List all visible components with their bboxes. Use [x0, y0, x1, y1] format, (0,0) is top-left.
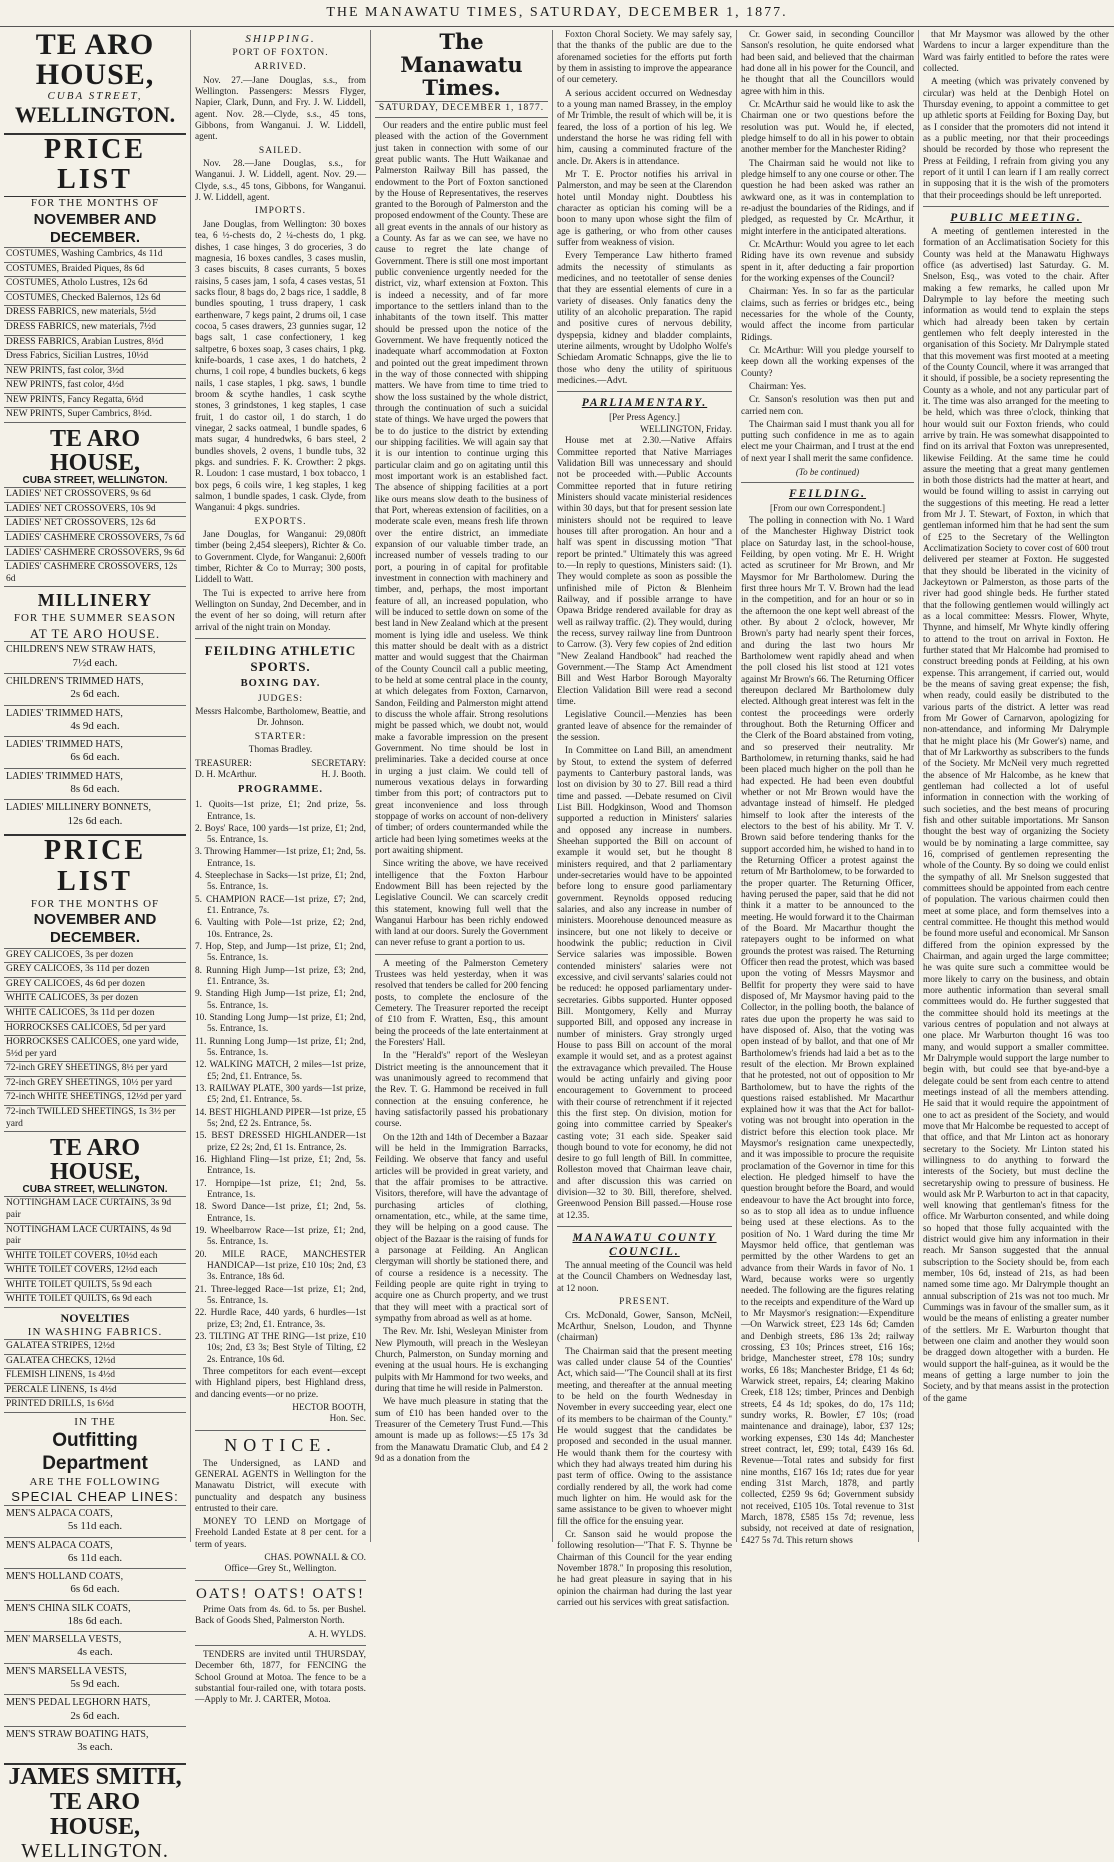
list-item: WHITE CALICOES, 3s per dozen: [4, 991, 186, 1006]
list-item: WHITE TOILET COVERS, 10½d each: [4, 1249, 186, 1264]
list-item: 1. Quoits—1st prize, £1; 2nd prize, 5s. Entrance, 1s.: [195, 800, 366, 822]
column-rule: [190, 30, 191, 1542]
news-paragraph: Foxton Choral Society. We may safely say, that the thanks of the public are due to the aforenamed societies for the efforts put forth by them in assisting to improve the appearance of our cemetery.: [557, 30, 732, 86]
feilding-column: [741, 30, 914, 1546]
parliamentary-dateline: WELLINGTON, Friday.: [640, 425, 732, 436]
millinery-heading: MILLINERY: [37, 590, 153, 611]
fabrics-list: [4, 1339, 186, 1413]
item-price: 3s each.: [77, 1741, 113, 1754]
item-price: 6s 6d each.: [70, 751, 120, 764]
column-rule: [370, 30, 371, 1542]
continued-note: (To be continued): [795, 467, 860, 478]
list-item: 72-inch WHITE SHEETINGS, 12½d per yard: [4, 1090, 186, 1105]
item-name: MEN'S HOLLAND COATS,: [6, 1571, 124, 1583]
parliamentary-text: House met at 2.30.—Native Affairs Committee reported that Native Marriages Validation Bill was unnecessary and should not be proceeded with.—Public Accounts Committee reported that in future retiring Ministers should vacate ministerial residences within 30 days, but that for present session late ministers should not be required to leave houses till after prorogation. An hour and a half was spent in discussing motion "That report be printed." Ultimately this was agreed to.—In reply to questions, Ministers said: (1). They would complete as soon as possible the unfinished mile of Picton & Blenheim Railway, and if possible arrange to have Opawa Bridge rendered available for dray as well as railway traffic. (2). They would, during the recess, survey railway line from Duntroon to Carrow. (3). Very few copies of 2nd edition "New Zealand Handbook" had reached the Government.—The Stamp Act Amendment Bill and West Harbor Borough Mayoralty Election Validation Bill were read a second time.: [557, 436, 732, 708]
judges-names: Messrs Halcombe, Bartholomew, Beattie, and Dr. Johnson.: [195, 707, 366, 729]
list-item: [4, 799, 186, 831]
feilding-sports-heading: FEILDING ATHLETIC SPORTS.: [204, 643, 357, 674]
list-item: WHITE TOILET QUILTS, 5s 9d each: [4, 1278, 186, 1293]
dateline: SATURDAY, DECEMBER 1, 1877.: [375, 102, 548, 118]
oats-text: Prime Oats from 4s. 6d. to 5s. per Bushel. Back of Goods Shed, Palmerston North.: [195, 1605, 366, 1627]
list-item: 72-inch GREY SHEETINGS, 8½ per yard: [4, 1061, 186, 1076]
list-item: WHITE CALICOES, 3s 11d per dozen: [4, 1006, 186, 1021]
for-months-text: FOR THE MONTHS OF: [30, 897, 160, 910]
list-item: 8. Running High Jump—1st prize, £3; 2nd, £1. Entrance, 3s.: [195, 965, 366, 988]
list-item: LADIES' NET CROSSOVERS, 10s 9d: [4, 502, 186, 517]
treasurer-name: D. H. McArthur.: [195, 770, 257, 781]
for-months-text: FOR THE MONTHS OF: [30, 197, 160, 210]
item-price: 5s 9d each.: [70, 1678, 120, 1691]
list-item: [4, 1600, 186, 1632]
county-text: Cr. Sanson said he would propose the following resolution—"That F. S. Thynne be Chairman of this Council for the year ending November 1878." In proposing this resolution, he had great pleasure in saying that in his opinion the chairman had during the last year carried out his services with great satisfaction.: [557, 1529, 732, 1608]
merchant-city: WELLINGTON.: [21, 1840, 169, 1862]
item-name: MEN'S ALPACA COATS,: [6, 1539, 113, 1551]
item-name: MEN'S ALPACA COATS,: [6, 1507, 113, 1519]
sailed-heading: SAILED.: [258, 145, 303, 156]
parliamentary-column: [557, 30, 732, 1608]
list-item: LADIES' CASHMERE CROSSOVERS, 9s 6d: [4, 546, 186, 561]
advert-title: TE ARO HOUSE,: [49, 426, 141, 477]
list-item: LADIES' NET CROSSOVERS, 9s 6d: [4, 487, 186, 502]
list-item: COSTUMES, Washing Cambrics, 4s 11d: [4, 247, 186, 262]
present-label: PRESENT.: [619, 1297, 670, 1308]
curtains-list: [4, 1196, 186, 1308]
hon-sec-name: HECTOR BOOTH,: [292, 1402, 366, 1413]
news-paragraph: Cr. McArthur: Would you agree to let each Riding have its own revenue and subsidy spent in it, after deducting a fair proportion for the working expenses of the Council?: [741, 239, 914, 284]
list-item: 16. Highland Fling—1st prize, £1; 2nd, 5s. Entrance, 1s.: [195, 1155, 366, 1177]
list-item: 22. Hurdle Race, 440 yards, 6 hurdles—1st prize, £3; 2nd, £1. Entrance, 3s.: [195, 1308, 366, 1330]
item-price: 2s 6d each.: [70, 1709, 120, 1722]
item-price: 5s 11d each.: [67, 1520, 123, 1533]
list-item: 20. MILE RACE, MANCHESTER HANDICAP—1st prize, £10 10s; 2nd, £3 3s. Entrance, 18s 6d.: [195, 1249, 366, 1283]
secretary-name: H. J. Booth.: [321, 770, 366, 781]
newspaper-masthead: THE MANAWATU TIMES, SATURDAY, DECEMBER 1, 1877.: [0, 0, 1114, 27]
list-item: 4. Steeplechase in Sacks—1st prize, £1; 2nd, 5s. Entrance, 1s.: [195, 871, 366, 893]
leader-postscript: Since writing the above, we have received intelligence that the Foxton Harbour Endowment Bill has been rejected by the Legislative Council. We can scarcely credit this statement, knowing full well that the Wanganui Harbour has been richly endowed with land at our doors. Surely the Government can never refuse to grant a portion to us.: [375, 859, 548, 949]
at-te-aro-text: AT TE ARO HOUSE.: [29, 625, 161, 641]
item-price: 4s 9d each.: [70, 719, 120, 732]
in-the-text: IN THE: [74, 1415, 116, 1428]
events-list: [195, 800, 366, 1366]
feilding-heading: FEILDING.: [788, 488, 867, 501]
list-item: GREY CALICOES, 3s per dozen: [4, 948, 186, 963]
list-item: GREY CALICOES, 4s 6d per dozen: [4, 977, 186, 992]
item-name: MEN' MARSELLA VESTS,: [6, 1634, 122, 1646]
list-item: DRESS FABRICS, new materials, 7½d: [4, 320, 186, 335]
crossovers-list: [4, 487, 186, 587]
port-heading: PORT OF FOXTON.: [232, 48, 329, 59]
list-item: [4, 1537, 186, 1569]
item-name: CHILDREN'S TRIMMED HATS,: [6, 676, 144, 688]
item-name: LADIES' TRIMMED HATS,: [6, 739, 123, 751]
item-price: 4s each.: [77, 1646, 113, 1659]
list-item: NEW PRINTS, Fancy Regatta, 6½d: [4, 393, 186, 408]
present-members: Crs. McDonald, Gower, Sanson, McNeil, McArthur, Snelson, Loudon, and Thynne (chairman): [557, 1310, 732, 1344]
exports-text: Jane Douglas, for Wanganui: 29,080ft timber (being 2,454 sleepers), Richter & Co. to Government. Clyde, for Wanganui: 2,600ft timber, Richter & Co to Murray; 300 posts, Liddell to Watt.: [195, 530, 366, 586]
list-item: [4, 768, 186, 800]
divider: [557, 1226, 732, 1227]
list-item: 72-inch GREY SHEETINGS, 10½ per yard: [4, 1076, 186, 1091]
news-paragraph: The Chairman said I must thank you all for putting such confidence in me as to again elect me your Chairman, and I trust at the end of next year I shall merit the same confidence.: [741, 419, 914, 464]
divider: [923, 206, 1109, 207]
officers-labels: [195, 759, 366, 770]
advert-street: CUBA STREET,: [47, 90, 143, 102]
shipping-heading: SHIPPING.: [245, 33, 316, 45]
list-item: 23. TILTING AT THE RING—1st prize, £10 10s; 2nd, £3 3s; Best Style of Tilting, £2 2s. Entrance, 10s 6d.: [195, 1331, 366, 1365]
divider: [195, 1645, 366, 1646]
list-item: NOTTINGHAM LACE CURTAINS, 4s 9d pair: [4, 1223, 186, 1249]
list-item: 2. Boys' Race, 100 yards—1st prize, £1; 2nd, 5s. Entrance, 1s.: [195, 823, 366, 846]
item-price: 2s 6d each.: [70, 688, 120, 701]
news-paragraph: A meeting (which was privately convened by circular) was held at the Denbigh Hotel on Thursday evening, to appoint a committee to get up athletic sports at Feilding for Boxing Day, but as I consider that the promoters did not intend it as a public meeting, nor that their proceedings should be recorded by those who represent the Press at Feilding, I refrain from giving you any report of it until I can learn if I am really correct in supposing that it is the wish of the promoters that their proceedings should be left unreported.: [923, 77, 1109, 201]
news-paragraph: Cr. McArthur: Will you pledge yourself to keep down all the working expenses of the County?: [741, 345, 914, 379]
news-paragraph: The Chairman said he would not like to pledge himself to any one course or other. The question he had been asked was rather an awkward one, as it was in contemplation to re-adjust the boundaries of the Ridings, and if pledged, as requested by Cr. McArthur, it might interfere in the anticipated alterations.: [741, 158, 914, 237]
item-name: MEN'S PEDAL LEGHORN HATS,: [6, 1697, 151, 1709]
divider: [741, 482, 914, 483]
news-paragraph: In the "Herald's" report of the Wesleyan District meeting is the announcement that it was unanimously agreed to recommend that the Rev. T. G. Hammond be received in full connection at the ensuing conference, he having satisfactorily passed his probationary course.: [375, 1051, 548, 1130]
list-item: [4, 1505, 186, 1537]
list-item: [4, 705, 186, 737]
column-rule: [918, 30, 919, 1542]
item-price: 7½d each.: [72, 656, 118, 669]
list-item: LADIES' CASHMERE CROSSOVERS, 7s 6d: [4, 531, 186, 546]
news-paragraph: Chairman: Yes. In so far as the particular claims, such as ferries or bridges etc., being necessaries for the whole of the County, would affect the income from particular Ridings.: [741, 287, 914, 343]
agent-name: CHAS. POWNALL & CO.: [264, 1553, 366, 1564]
item-name: CHILDREN'S NEW STRAW HATS,: [6, 644, 156, 656]
list-item: WHITE TOILET COVERS, 12½d each: [4, 1263, 186, 1278]
public-meeting-text: A meeting of gentlemen interested in the formation of an Acclimatisation Society for this County was held at the Manawatu Highways office (as advertised) last Saturday. G. M. Snelson, Esq., was voted to the chair. After making a few remarks, he called upon Mr Dalrymple to lay before the meeting such information as would tend to explain the steps which had already been taken by certain gentlemen who felt deeply interested in the organisation of this Society. Mr Dalrymple stated that this movement was first mooted at a meeting of the County Council, where it was arranged that it should, if possible, be a society representing the County as a whole, and not any particular part of it. The time was also arranged for the meeting to be held, which was three o'clock, thinking that hour would suit our Foxton friends, who could arrive by train. He was somewhat disappointed to find on its arrival that Foxton was unrepresented, likewise Feilding. At the same time he could assure the meeting that a great many gentlemen in both those districts had the matter at heart, and would be found willing to assist in carrying out the suggestions of this meeting. He read a letter from Mr J. T. Stewart, of Foxton, in which that gentleman informed him that he had sent the sum of £25 to the Secretary of the Wellington Acclimatization Society to cover cost of 600 trout delivered per steamer at Foxton. He suggested that they should be liberated in the vicinity of Jackeytown or Palmerston, as those parts of the river had good shingle beds. He further stated that the following gentlemen would willingly act as a local committee: Messrs. Flower, Whyte, Thynne, and himself, Mr Whyte kindly offering to attend to the trout on arrival in Foxton. He further stated that Mr Halcombe had promised to construct breeding ponds at Feilding, at his own expense. This arrangement, if carried out, would be the means of saving great expense; the fish, when ready, could easily be distributed to the various parts of the district. A letter was read from Mr Gower of Carnarvon, apologizing for non-attendance, and informing Mr Dalrymple that he might place his (Mr Gower's) name, and that of Mr Larkworthy as subscribers to the funds of the Society. Mr McNeil very much regretted the absence of Mr Halcombe, as he knew that gentleman had collected a lot of useful information in connection with the working of such societies, and the best means of procuring fish and other suitable importations. Mr Sanson thought the best way of organizing the Society would be by nominating a large committee, say 16, comprised of gentlemen representing the whole of the County. By so doing we could enlist the sympathy of all. Mr Snelson suggested that committees should be appointed from each centre of population. The various chairmen could then meet at some place, and form themselves into a central committee. He thought this method would be found more useful and economical. Mr Sanson differed from the opinion expressed by the Chairman, and again urged the large committee; he was quite sure such a committee would be more likely to carry on the business, and obtain more authentic information than several small committees would do. He further suggested that the committee should hold its meetings at the various centres of population and not always at one place. Mr Warburton thought 16 was too many, and would support a smaller committee. Mr Dalrymple would support the large number to begin with, but could see that bye-and-bye a delegate could be sent from each centre to attend meetings instead of all the members attending. He said that it would require the appointment of one to act as president of the Society, and would move that Mr Halcombe be requested to accept of that office, and that Mr Linton act as honorary secretary to the Society. Mr Linton stated his willingness to do anything to forward the interests of the Society, but must decline the secretaryship owing to pressure of business. He would ask Mr P. Warburton to act in that capacity, well knowing that gentleman's fitness for the office. Mr Warburton consented, and while doing so hoped that those fully acquainted with the district would give him any information in their reach. Mr Sanson suggested that the annual subscription to the Society should be, from each member, 10s 6d, instead of 21s, as had been named some time ago. Mr Dalrymple thought an annual subscription of 21s was not too much. Mr Cummings was in favour of the smaller sum, as it would be the means of enlisting a greater number of the settlers. Mr E. Warburton thought that between one claim and another they would soon be dragged down altogether with a burden. He would support the half-guinea, as it would be the means of getting a large number to join the Society, and by that means assist in the protection of the game: [923, 226, 1109, 1404]
list-item: HORROCKSES CALICOES, 5d per yard: [4, 1021, 186, 1036]
imports-text: Jane Douglas, from Wellington: 30 boxes tea, 6 ½-chests do, 2 ¼-chests do, 1 pkg. dishes, 1 case hinges, 3 do groceries, 3 do magnesia, 16 boxes candles, 3 cases muslin, 3 cases biscuits, 8 cases currants, 5 boxes raisins, 5 cases jam, 1 sofa, 4 cases vestas, 51 sacks flour, 8 bags do, 2 bags rice, 1 saddle, 8 bundles spouting, 1 truss drapery, 1 cask earthenware, 7 kegs paint, 2 drums oil, 1 case cocoa, 5 cases drawers, 23 gunnies sugar, 12 bags salt, 1 case confectionery, 1 keg saltpetre, 6 boxes soap, 3 cases chairs, 1 pkg. knife-boards, 1 case axes, 1 do hatchets, 2 churns, 1 coil rope, 4 bundles buckets, 6 kegs nails, 1 case staples, 1 pkg. saws, 1 bundle broom & scythe handles, 1 cask scythe stones, 3 grindstones, 1 keg staples, 1 case fruit, 1 do castor oil, 1 do starch, 1 do vinegar, 2 sacks oatmeal, 1 bundle spades, 6 mats sugar, 4 hundredwks, 6 bars steel, 2 bundles shovels, 2 ovens, 1 bundle tubs, 32 pkgs. and sundries. F. K. Crowther: 2 pkgs. R. Loudon: 1 case mustard, 1 box tobacco, 1 box pegs, 6 coils wire, 1 keg staples, 1 keg salmon, 1 bundle spades, 1 cask. Clyde, from Wanganui: 4 pkgs. sundries.: [195, 220, 366, 514]
list-item: COSTUMES, Checked Balernos, 12s 6d: [4, 291, 186, 306]
merchant-name: JAMES SMITH,: [4, 1763, 186, 1790]
news-paragraph: A serious accident occurred on Wednesday to a young man named Brassey, in the employ of Mr Trimble, the result of which will be, it is feared, the loss of a portion of his leg. We understand the horse he was riding fell with him, causing a comminuted fracture of the ancle. Dr. Akers is in attendance.: [557, 88, 732, 167]
list-item: LADIES' CASHMERE CROSSOVERS, 12s 6d: [4, 560, 186, 587]
special-lines-heading: SPECIAL CHEAP LINES:: [11, 1489, 179, 1505]
oats-heading: OATS! OATS! OATS!: [195, 1585, 365, 1602]
column-rule: [552, 30, 553, 1542]
advert-title: TE ARO HOUSE,: [49, 1135, 141, 1186]
novelties-heading: NOVELTIES: [60, 1310, 130, 1325]
list-item: 13. RAILWAY PLATE, 300 yards—1st prize, £5; 2nd, £1. Entrance, 5s.: [195, 1084, 366, 1106]
item-name: MEN'S CHINA SILK COATS,: [6, 1602, 131, 1614]
list-item: 5. CHAMPION RACE—1st prize, £7; 2nd, £1. Entrance, 7s.: [195, 894, 366, 917]
divider: [375, 954, 548, 955]
list-item: PRINTED DRILLS, 1s 6½d: [4, 1397, 186, 1413]
advert-column: [4, 28, 186, 1862]
list-item: Dress Fabrics, Sicilian Lustres, 10½d: [4, 349, 186, 364]
hon-sec-title: Hon. Sec.: [329, 1414, 366, 1425]
merchant-shop: TE ARO HOUSE,: [49, 1788, 141, 1841]
list-item: 19. Wheelbarrow Race—1st prize, £1; 2nd, 5s. Entrance, 1s.: [195, 1225, 366, 1248]
secretary-label: SECRETARY:: [311, 758, 366, 769]
programme-heading: PROGRAMME.: [238, 784, 323, 796]
list-item: NEW PRINTS, fast color, 3½d: [4, 364, 186, 379]
list-item: 15. BEST DRESSED HIGHLANDER—1st prize, £2 2s; 2nd, £1 1s. Entrance, 2s.: [195, 1131, 366, 1153]
news-paragraph: Cr. Sanson's resolution was then put and carried nem con.: [741, 395, 914, 417]
divider: [195, 1430, 366, 1431]
list-item: DRESS FABRICS, Arabian Lustres, 8½d: [4, 335, 186, 350]
list-item: 9. Standing High Jump—1st prize, £1; 2nd, 5s. Entrance, 1s.: [195, 989, 366, 1011]
item-name: LADIES' TRIMMED HATS,: [6, 707, 123, 719]
shipping-note: The Tui is expected to arrive here from Wellington on Sunday, 2nd December, and in the event of her so doing, will return after arrival of the night train on Monday.: [195, 588, 366, 633]
correspondent-note: [From our own Correspondent.]: [770, 503, 885, 514]
list-item: 17. Hornpipe—1st prize, £1; 2nd, 5s. Entrance, 1s.: [195, 1178, 366, 1200]
item-price: 12s 6d each.: [67, 814, 123, 827]
divider: [557, 391, 732, 392]
list-item: NEW PRINTS, fast color, 4½d: [4, 378, 186, 393]
washing-fabrics-text: IN WASHING FABRICS.: [27, 1325, 163, 1338]
list-item: 12. WALKING MATCH, 2 miles—1st prize, £5; 2nd, £1. Entrance, 5s.: [195, 1060, 366, 1082]
competitors-note: Three competitors for each event—except with Highland pipers, best Highland dress, and dancing events—or no prize.: [195, 1366, 366, 1400]
list-item: [4, 1726, 186, 1758]
outfitting-heading: Outfitting Department: [42, 1430, 148, 1475]
boxing-day-heading: BOXING DAY.: [240, 677, 321, 689]
judges-label: JUDGES:: [257, 693, 303, 704]
list-item: COSTUMES, Atholo Lustres, 12s 6d: [4, 276, 186, 291]
advert-title: TE ARO HOUSE,: [35, 28, 155, 91]
leader-column: [375, 30, 548, 1542]
are-following-text: ARE THE FOLLOWING: [29, 1475, 161, 1488]
months-heading: NOVEMBER AND DECEMBER.: [33, 911, 157, 947]
list-item: 72-inch TWILLED SHEETINGS, 1s 3½ per yard: [4, 1105, 186, 1132]
starter-name: Thomas Bradley.: [248, 745, 313, 756]
news-paragraph: Cr. McArthur said he would like to ask the Chairman one or two questions before the resolution was put. Would he, if elected, pledge himself to do all in his power to obtain another member for the Manchester Riding?: [741, 99, 914, 156]
list-item: GALATEA CHECKS, 12½d: [4, 1354, 186, 1369]
press-agency-note: [Per Press Agency.]: [609, 412, 680, 423]
list-item: NEW PRINTS, Super Cambrics, 8½d.: [4, 407, 186, 423]
news-paragraph: Chairman: Yes.: [749, 381, 807, 392]
price-list-heading: PRICE LIST: [4, 834, 186, 898]
list-item: 6. Vaulting with Pole—1st prize, £2; 2nd, 10s. Entrance, 2s.: [195, 918, 366, 940]
list-item: NOTTINGHAM LACE CURTAINS, 3s 9d pair: [4, 1196, 186, 1222]
list-item: [4, 1694, 186, 1726]
officers-names: [195, 770, 366, 781]
news-paragraph: On the 12th and 14th of December a Bazaar will be held in the Immigration Barracks, Feilding. We observe that fancy and useful articles will be provided in great variety, and that the affair promises to be attractive. Visitors, therefore, will have the advantage of purchasing articles of clothing, ornamentation, etc., while, at the same time, they will be helping on a good cause. The object of the Bazaar is the raising of funds for a parsonage at Feilding. An Anglican clergyman will shortly be stationed there, and of course a residence is a necessity. The Feilding people are quite right in trying to acquire one as Church property, and we trust that they will meet with a practical sort of sympathy from abroad as well as at home.: [375, 1132, 548, 1324]
list-item: LADIES' NET CROSSOVERS, 12s 6d: [4, 516, 186, 531]
item-price: 18s 6d each.: [67, 1614, 123, 1627]
news-paragraph: that Mr Maysmor was allowed by the other Wardens to incur a larger expenditure than the Ward was fairly entitled to before the rates were collected.: [923, 30, 1109, 74]
column-rule: [736, 30, 737, 1542]
treasurer-label: TREASURER:: [195, 758, 252, 769]
feilding-text: The polling in connection with No. 1 Ward of the Manchester Highway District took place on Saturday last, in the school-house, Feilding, by open voting. Mr E. H. Wright acted as scrutineer for Mr Brown, and Mr Maysmor for Mr Bartholomew. During the first three hours Mr T. V. Brown had the lead in the competition, and for an hour or so in the afternoon the one kept well abreast of the other. By about 2 o'clock, however, Mr Brown's party had nearly spent their forces, and during the last two hours Mr Bartholomew went rapidly ahead and when the poll closed his list stood at 121 votes against Mr Brown's 66. The Returning Officer thereupon declared Mr Bartholomew duly elected. Although great interest was felt in the contest the proceedings were orderly throughout. Both the Returning Officer and the Clerk of the Board abstained from voting, and so preserved their neutrality. Mr Bartholomew, in returning thanks, said he had been placed much higher on the poll than he had expected. He had been even doubtful whether or not Mr Brown would have the advantage instead of himself. He pledged himself to look after the interests of the electors to the best of his ability. Mr T. V. Brown said before tendering thanks for the support accorded him, he wished to hand in to the Returning Officer a protest against the return of Mr Bartholomew, to be forwarded to the proper quarter. The Returning Officer, having perused the paper, said that he did not think it a matter to be announced to the meeting. He would forward it to the Chairman of the Board. Mr Macarthur thought the ratepayers ought to be informed on what grounds the protest was raised. The Returning Officer then read the protest, which was based upon the voting of Messrs Maysmor and Bellfit for property they were said to have disposed of, Mr Maysmor having paid to the Collector, in the polling booth, the balance of rates due upon the property he was said to have disposed of. Also, that the voting was open instead of by ballot, and that one of Mr Bartholomew's friends had laid a bet as to the result of the election. Mr Brown explained that he protested, not out of opposition to Mr Bartholomew, but to have the rights of the questions raised established. Mr Macarthur explained how it was that the Act for ballot-voting was not brought into operation in the district before this election took place. Mr Maysmor's resignation came unexpectedly, and it was impossible to procure the requisite proclamation of the Governor in time for this election. He pledged himself to have the question brought before the Board, and would endeavour to have the Act brought into force, so as to stop all idea as to undue influence being used at these elections. As to the position of No. 1 Ward during the time Mr Maysmor held office, that gentleman was permitted by the other Wardens to get an advance from their Wards in favor of No. 1 Ward, because works were so urgently needed. The following are the figures relating to the receipts and expenditure of the Ward up to Mr Maysmor's resignation:—Expenditure—On Warwick street, £23 14s 6d; Camden and Denbigh streets, £86 13s 2d; railway crossing, £3 10s; Princes street, £16 16s; bridge, Manchester street, £78 10s; sundry works, £6 18s; Manchester Bridge, £1 4s 6d; Warwick street, repairs, £4; clearing Makino Creek, £18 12s; timber, Princes and Denbigh streets, £4 4s 1d; spokes, do do, 17s 11d; sundry works, R. Bowler, £7 10s; (road maintenance and drainage), labor, £37 12s; working expenses, £30 14s 4d; Manchester street contract, let, £99; total, £439 16s 6d. Revenue—Total rates and subsidy for first nine months, £167 16s 1d; rates due for year ending 31st March, 1878, and partly collected, £259 9s 6d; Government subsidy not received, £105 10s. Total revenue to 31st March, 1878, £585 15s 7d; revenue, less subsidy, not received at date of resignation, £427 5s 7d. This return shows: [741, 516, 914, 1546]
tenders-text: TENDERS are invited until THURSDAY, December 6th, 1877, for FENCING the School Ground at Motoa. The fence to be a substantial four-railed one, with totara posts.—Apply to Mr. J. CARTER, Motoa.: [195, 1650, 366, 1706]
list-item: WHITE TOILET QUILTS, 6s 9d each: [4, 1292, 186, 1308]
item-name: MEN'S STRAW BOATING HATS,: [6, 1729, 149, 1741]
list-item: COSTUMES, Braided Piques, 8s 6d: [4, 262, 186, 277]
committee-text: In Committee on Land Bill, an amendment by Stout, to extend the system of deferred payments to Canterbury pastoral lands, was lost on division by 30 to 27. Bill read a third time and passed. —Debate resumed on Civil List Bill. Hodgkinson, Wood and Thomson supported a reduction in Ministers' salaries and opposed any increase in numbers. Sheehan supported the Bill on account of example it would set, but he thought 8 ministers required, and that 2 parliamentary under-secretaries would have to be appointed before long to ensure good parliamentary government. Reynolds opposed reducing salaries, and also any increase in number of ministers. Moorehouse denounced measure as insincere, but one not likely to deceive or hoodwink the public; reduction in Civil Service salaries was impossible. Bowen contended ministers' salaries were not excessive, and civil servants' salaries could not be reduced: he opposed parliamentary under-secretaries. Gibbs supported. Hunter opposed Bill. Montgomery, Kelly and Murray supported Bill, and opposed any increase in number of ministers. Gray strongly urged House to pass Bill on account of the moral example it would set, and as a protest against the extravagance which prevailed. The House would be acting unfairly and giving poor encouragement to Government to proceed with their course of retrenchment if it rejected this the first step. On division, motion for going into committee carried by Speaker's casting vote; 31 each side. Speaker said though bound to vote for economy, he did not desire to go full length of Bill. In committee, Rolleston moved that Chairman leave chair, and after discussion this was carried on division—32 to 30. Bill, therefore, shelved. Greenwood Pension Bill passed.—House rose at 12.35.: [557, 746, 732, 1221]
list-item: 18. Sword Dance—1st prize, £1; 2nd, 5s. Entrance, 1s.: [195, 1202, 366, 1224]
advert-city: WELLINGTON.: [14, 102, 176, 128]
list-item: [4, 1631, 186, 1663]
list-item: GALATEA STRIPES, 12½d: [4, 1339, 186, 1354]
news-paragraph: Cr. Gower said, in seconding Councillor Sanson's resolution, he quite endorsed what had been said, and believed that the chairman had done all in his power for the Council, and he thought that all the Councillors would agree with him in this.: [741, 30, 914, 97]
news-paragraph: The Rev. Mr. Ishi, Wesleyan Minister from New Plymouth, will preach in the Wesleyan Church, Palmerston, on Sunday morning and evening at the usual hours. He is exchanging pulpits with Mr Hammond for two weeks, and during that time he will reside in Palmerston.: [375, 1327, 548, 1394]
legislative-text: Legislative Council.—Menzies has been granted leave of absence for the remainder of the session.: [557, 710, 732, 744]
agent-office: Office—Grey St., Wellington.: [224, 1564, 337, 1575]
calicoes-list: [4, 948, 186, 1133]
paper-title: The Manawatu Times.: [375, 30, 548, 102]
advert-address: CUBA STREET, WELLINGTON.: [22, 475, 168, 487]
list-item: [4, 1568, 186, 1600]
list-item: PERCALE LINENS, 1s 4½d: [4, 1383, 186, 1398]
list-item: HORROCKSES CALICOES, one yard wide, 5½d per yard: [4, 1035, 186, 1061]
news-paragraph: Mr T. E. Proctor notifies his arrival in Palmerston, and may be seen at the Clarendon hotel until Monday night. Doubtless his character as optician his coming will be a boon to many upon whose sight the film of age is gathering, or who from other causes suffer from weakness of vision.: [557, 169, 732, 248]
list-item: [4, 1663, 186, 1695]
divider: [195, 638, 366, 639]
public-meeting-column: [923, 30, 1109, 1542]
list-item: 10. Standing Long Jump—1st prize, £1; 2nd, 5s. Entrance, 1s.: [195, 1013, 366, 1035]
imports-heading: IMPORTS.: [255, 206, 306, 217]
list-item: FLEMISH LINENS, 1s 4½d: [4, 1368, 186, 1383]
county-text: The Chairman said that the present meeting was called under clause 54 of the Counties' Act, which said—"The Council shall at its first meeting, and thereafter at the annual meeting to be held on the fourth Wednesday in November in every succeeding year, elect one of its members to be chairman of the County." He would suggest that the candidates be proposed and seconded in the usual manner. He would thank them for the courtesy with which they had always treated him during his past term of office. Owing to the assistance cordially rendered by all, the work had come much lighter on him. He would ask for the same assistance to be given to whoever might fill the office for the ensuing year.: [557, 1346, 732, 1527]
list-item: [4, 673, 186, 705]
item-price: 6s 6d each.: [70, 1583, 120, 1596]
item-price: 6s 11d each.: [67, 1551, 123, 1564]
arrived-heading: ARRIVED.: [254, 61, 307, 72]
sailed-text: Nov. 28.—Jane Douglas, s.s., for Wanganui. J. W. Liddell, agent. Nov. 29.—Clyde, s.s., 45 tons, Gibbons, for Wanganui. J. W. Liddell, agent.: [195, 159, 366, 204]
advert-address: CUBA STREET, WELLINGTON.: [22, 1184, 168, 1196]
news-paragraph: We have much pleasure in stating that the sum of £10 has been handed over to the Treasurer of the Cemetery Trust Fund.—This amount is made up as follows:—£5 17s 3d from the Manawatu Dramatic Club, and £4 2 9d as a donation from the: [375, 1397, 548, 1464]
list-item: 21. Three-legged Race—1st prize, £1; 2nd, 5s. Entrance, 1s.: [195, 1284, 366, 1306]
leader-article: Our readers and the entire public must feel pleased with the action of the Government just taken in connection with some of our great public wants. The Hutt Waikanae and Palmerston Railway Bill has passed, the endowment to the Port of Foxton sanctioned by the House of Representatives, the reserves granted to the Borough of Palmerston and the proposed endowment of the County. These are all great events in the annals of our history as a County. As far as we can see, we have no cause to regret the late change of Government. There is still one most important public convenience urgently needed for the district, viz, wharf extension at Foxton. This is indeed a necessity, and of far more importance to the settlers inland than to the inhabitants of the town itself. This matter should be pressed upon the notice of the Government. We have frequently noticed the inadequate wharf accommodation at Foxton and pointed out the great impediment thrown in the way of those connected with shipping matters. We have from time to time tried to show the loss sustained by the whole district, through the continuation of such a suicidal state of things. We have urged the powers that be to do justice to the district by extending our shipping facilities. We will again say that it is our intention to continue urging this particular claim and go on agitating until this most important work is an established fact. The absence of shipping facilities at a port like ours means slow death to the business of that Port, whereas extension of facilities, on a moderate scale even, means fresh life thrown over the entire district, an immediate expansion of our valuable timber trade, an increased number of vessels trading to our port, a pouring in of capital for profitable investment in connection with machinery and timber, and, perhaps, the most important feature of all, an increased population, who will be induced to settle down on some of the best land in New Zealand which at the present moment is lying idle and useless. We think this matter should be dealt with as a district matter and would suggest that the Chairman of the County Council call a public meeting, to be held at some central place in the county, at which delegates from Foxton, Carnarvon, Sandon, Feilding and Palmerston might attend to discuss the whole affair. Strong resolutions might be passed which, we doubt not, would make a favorable impression on the present Government. No time should be lost in preliminaries. Take a decided course at once in urging a just claim. We could tell of numerous vexatious delays in forwarding timber from this port; of contractors put to great inconvenience and loss through stoppage of works on account of non-delivery of timber; of orders countermanded while the article had been lying sometimes weeks at the port awaiting shipment.: [375, 120, 548, 856]
money-text: MONEY TO LEND on Mortgage of Freehold Landed Estate at 8 per cent. for a term of years.: [195, 1517, 366, 1550]
county-council-heading: MANAWATU COUNTY COUNCIL.: [572, 1232, 717, 1259]
item-name: LADIES' TRIMMED HATS,: [6, 770, 123, 782]
list-item: [4, 641, 186, 673]
public-meeting-heading: PUBLIC MEETING.: [950, 211, 1082, 224]
list-item: 3. Throwing Hammer—1st prize, £1; 2nd, 5s. Entrance, 1s.: [195, 847, 366, 869]
hats-list: [4, 641, 186, 831]
parliamentary-heading: PARLIAMENTARY.: [581, 397, 708, 410]
news-paragraph: A meeting of the Palmerston Cemetery Trustees was held yesterday, when it was resolved that tenders be called for 200 fencing posts, to complete the enclosure of the Cemetery. The Treasurer reported the receipt of £10 from F. Wratten, Esq., this amount being the proceeds of the late entertainment at the Foresters' Hall.: [375, 958, 548, 1049]
list-item: 7. Hop, Step, and Jump—1st prize, £1; 2nd, 5s. Entrance, 1s.: [195, 942, 366, 964]
price-list-heading: PRICE LIST: [4, 133, 186, 198]
list-item: 14. BEST HIGHLAND PIPER—1st prize, £5 5s; 2nd, £2 2s. Entrance, 5s.: [195, 1107, 366, 1130]
months-heading: NOVEMBER AND DECEMBER.: [33, 210, 157, 246]
list-item: 11. Running Long Jump—1st prize, £1; 2nd, 5s. Entrance, 1s.: [195, 1036, 366, 1059]
item-name: MEN'S MARSELLA VESTS,: [6, 1665, 127, 1677]
divider: [195, 1580, 366, 1581]
prints-list: [4, 247, 186, 423]
starter-label: STARTER:: [254, 731, 307, 742]
list-item: [4, 736, 186, 768]
oats-seller: A. H. WYLDS.: [308, 1629, 366, 1640]
list-item: GREY CALICOES, 3s 11d per dozen: [4, 962, 186, 977]
coats-list: [4, 1505, 186, 1758]
shipping-column: [195, 30, 366, 1706]
county-intro: The annual meeting of the Council was held at the Council Chambers on Wednesday last, at 12 noon.: [557, 1261, 732, 1294]
arrived-text: Nov. 27.—Jane Douglas, s.s., from Wellington. Passengers: Messrs Flyger, Napier, Clark, Dunn, and Fry. J. W. Liddell, agent. Nov. 28.—Clyde, s.s., 45 tons, Gibbons, from Wanganui. J. W. Liddell, agent.: [195, 75, 366, 143]
notice-heading: NOTICE.: [224, 1434, 337, 1455]
item-price: 8s 6d each.: [70, 783, 120, 796]
notice-text: The Undersigned, as LAND and GENERAL AGENTS in Wellington for the Manawatu District, will execute with punctuality and despatch any business entrusted to their care.: [195, 1458, 366, 1514]
news-paragraph: Every Temperance Law hitherto framed admits the necessity of stimulants as medicines, and no teetotaller of sense denies that they are essential elements of cure in a variety of diseases. Only fanatics deny the utility of an alcoholic preparation. The rapid and positive cures of nervous debility, dyspepsia, kidney and bladder complaints, uterine ailments, wrought by Udolpho Wolfe's Schiedam Aromatic Schnapps, give the lie to those who deny the utility of spirituous medicines.—Advt.: [557, 251, 732, 386]
summer-season-text: FOR THE SUMMER SEASON: [13, 612, 177, 625]
exports-heading: EXPORTS.: [254, 516, 307, 527]
list-item: DRESS FABRICS, new materials, 5½d: [4, 305, 186, 320]
item-name: LADIES' MILLINERY BONNETS,: [6, 802, 152, 814]
